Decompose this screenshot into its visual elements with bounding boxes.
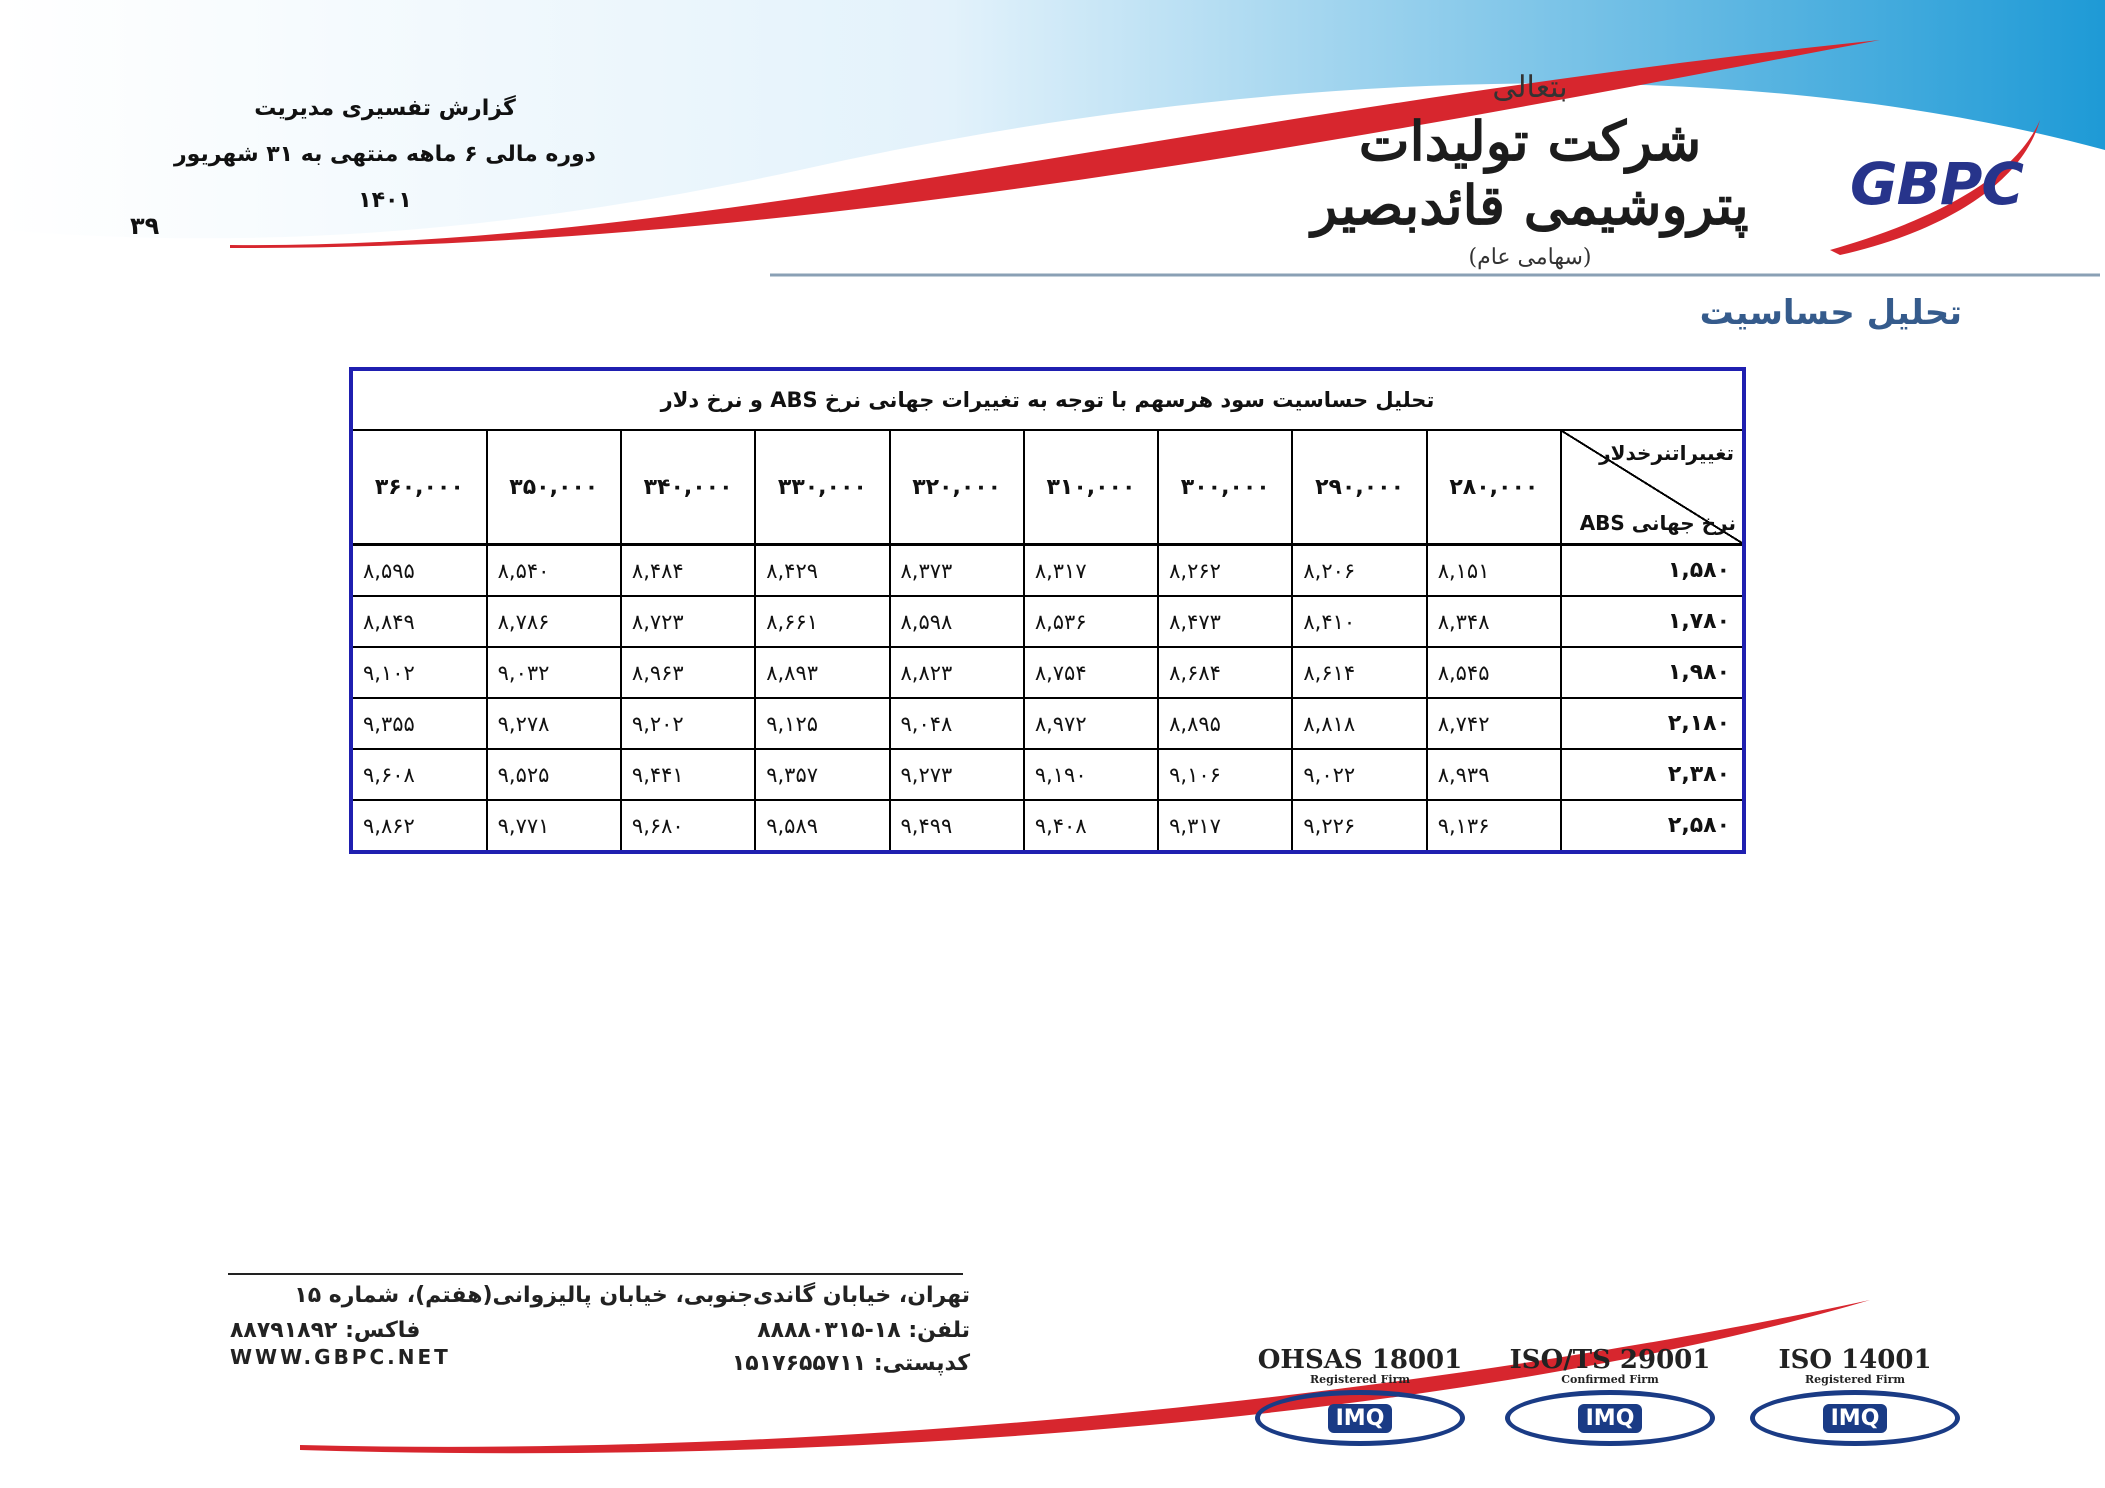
column-header-dollar-rate: ۳۳۰,۰۰۰ — [755, 430, 889, 545]
table-cell-eps: ۸,۵۴۵ — [1427, 647, 1561, 698]
table-cell-eps: ۸,۶۸۴ — [1158, 647, 1292, 698]
table-cell-eps: ۸,۸۹۵ — [1158, 698, 1292, 749]
table-row — [351, 647, 1744, 698]
row-label-abs-rate: ۲,۵۸۰ — [1561, 800, 1744, 852]
company-name: شرکت تولیدات پتروشیمی قائدبصیر — [1311, 109, 1749, 237]
table-caption: تحلیل حساسیت سود هرسهم با توجه به تغییرات جهانی نرخ ABS و نرخ دلار — [351, 369, 1744, 430]
table-header-row — [351, 430, 1744, 545]
table-cell-eps: ۹,۲۷۸ — [487, 698, 621, 749]
footer-phone-group — [757, 1318, 970, 1343]
cert-status: Confirmed Firm — [1561, 1373, 1659, 1386]
table-cell-eps: ۸,۹۳۹ — [1427, 749, 1561, 800]
table-cell-eps: ۸,۹۷۲ — [1024, 698, 1158, 749]
table-row — [351, 698, 1744, 749]
table-cell-eps: ۸,۴۸۴ — [621, 545, 755, 597]
table-cell-eps: ۹,۳۵۷ — [755, 749, 889, 800]
postal-label: کدپستی: — [873, 1351, 970, 1376]
table-cell-eps: ۸,۷۲۳ — [621, 596, 755, 647]
imq-badge-text: IMQ — [1578, 1404, 1643, 1433]
gbpc-logo: GBPC — [1850, 150, 2023, 218]
footer-fax-group — [230, 1318, 420, 1343]
column-header-dollar-rate: ۳۶۰,۰۰۰ — [351, 430, 487, 545]
table-cell-eps: ۸,۶۶۱ — [755, 596, 889, 647]
cert-standard: OHSAS 18001 — [1257, 1345, 1463, 1375]
column-header-dollar-rate: ۳۰۰,۰۰۰ — [1158, 430, 1292, 545]
table-cell-eps: ۸,۸۹۳ — [755, 647, 889, 698]
table-cell-eps: ۸,۳۱۷ — [1024, 545, 1158, 597]
row-label-abs-rate: ۱,۷۸۰ — [1561, 596, 1744, 647]
table-row — [351, 545, 1744, 597]
table-cell-eps: ۸,۵۴۰ — [487, 545, 621, 597]
table-cell-eps: ۸,۲۶۲ — [1158, 545, 1292, 597]
table-cell-eps: ۹,۲۰۲ — [621, 698, 755, 749]
table-cell-eps: ۸,۴۷۳ — [1158, 596, 1292, 647]
corner-dollar-label: تغییراتنرخدلار — [1599, 441, 1734, 465]
row-label-abs-rate: ۲,۱۸۰ — [1561, 698, 1744, 749]
footer-website: WWW.GBPC.NET — [230, 1345, 451, 1369]
table-cell-eps: ۹,۰۳۲ — [487, 647, 621, 698]
column-header-dollar-rate: ۳۴۰,۰۰۰ — [621, 430, 755, 545]
section-title: تحلیل حساسیت — [1699, 293, 1962, 333]
cert-standard: ISO 14001 — [1778, 1345, 1932, 1375]
table-row — [351, 596, 1744, 647]
fax-label: فاکس: — [345, 1318, 421, 1343]
report-header — [150, 86, 620, 224]
imq-badge-icon — [1505, 1390, 1715, 1446]
cert-iso-ts — [1490, 1345, 1730, 1446]
table-row — [351, 800, 1744, 852]
page-number: ۳۹ — [130, 212, 160, 240]
company-blessing: بتعالی — [1492, 70, 1568, 105]
table-cell-eps: ۸,۸۴۹ — [351, 596, 487, 647]
table-cell-eps: ۸,۵۳۶ — [1024, 596, 1158, 647]
table-cell-eps: ۹,۱۲۵ — [755, 698, 889, 749]
table-cell-eps: ۹,۷۷۱ — [487, 800, 621, 852]
imq-badge-text: IMQ — [1328, 1404, 1393, 1433]
table-cell-eps: ۹,۱۹۰ — [1024, 749, 1158, 800]
table-cell-eps: ۹,۲۲۶ — [1292, 800, 1426, 852]
postal-code: ۱۵۱۷۶۵۵۷۱۱ — [731, 1351, 867, 1376]
table-cell-eps: ۹,۵۲۵ — [487, 749, 621, 800]
table-cell-eps: ۸,۸۲۳ — [890, 647, 1024, 698]
table-cell-eps: ۹,۴۰۸ — [1024, 800, 1158, 852]
table-cell-eps: ۸,۴۱۰ — [1292, 596, 1426, 647]
report-period: دوره مالی ۶ ماهه منتهی به ۳۱ شهریور ۱۴۰۱ — [174, 142, 596, 213]
table-cell-eps: ۹,۰۲۲ — [1292, 749, 1426, 800]
footer-contact-row — [230, 1318, 970, 1343]
table-cell-eps: ۹,۱۰۶ — [1158, 749, 1292, 800]
table-cell-eps: ۸,۵۹۵ — [351, 545, 487, 597]
table-cell-eps: ۹,۳۵۵ — [351, 698, 487, 749]
cert-iso-14001 — [1735, 1345, 1975, 1446]
imq-badge-icon — [1255, 1390, 1465, 1446]
footer-postal-group — [732, 1351, 970, 1376]
table-cell-eps: ۹,۱۰۲ — [351, 647, 487, 698]
cert-status: Registered Firm — [1309, 1373, 1411, 1386]
column-header-dollar-rate: ۳۵۰,۰۰۰ — [487, 430, 621, 545]
column-header-dollar-rate: ۳۱۰,۰۰۰ — [1024, 430, 1158, 545]
table-cell-eps: ۹,۰۴۸ — [890, 698, 1024, 749]
cert-status: Registered Firm — [1804, 1373, 1906, 1386]
phone-number: ۱۸-۸۸۸۸۰۳۱۵ — [757, 1318, 901, 1343]
footer-address: تهران، خیابان گاندی‌جنوبی، خیابان پالیزوانی(هفتم)، شماره ۱۵ — [294, 1283, 970, 1308]
phone-label: تلفن: — [908, 1318, 970, 1343]
table-cell-eps: ۸,۷۵۴ — [1024, 647, 1158, 698]
column-header-dollar-rate: ۳۲۰,۰۰۰ — [890, 430, 1024, 545]
footer-rule — [228, 1273, 963, 1275]
table-cell-eps: ۹,۱۳۶ — [1427, 800, 1561, 852]
cert-ohsas — [1240, 1345, 1480, 1446]
table-cell-eps: ۹,۸۶۲ — [351, 800, 487, 852]
table-cell-eps: ۸,۹۶۳ — [621, 647, 755, 698]
row-label-abs-rate: ۱,۵۸۰ — [1561, 545, 1744, 597]
table-cell-eps: ۸,۵۹۸ — [890, 596, 1024, 647]
imq-badge-icon — [1750, 1390, 1960, 1446]
table-caption-row — [351, 369, 1744, 430]
table-cell-eps: ۸,۸۱۸ — [1292, 698, 1426, 749]
row-label-abs-rate: ۱,۹۸۰ — [1561, 647, 1744, 698]
cert-standard: ISO/TS 29001 — [1509, 1345, 1711, 1375]
row-label-abs-rate: ۲,۳۸۰ — [1561, 749, 1744, 800]
table-cell-eps: ۹,۳۱۷ — [1158, 800, 1292, 852]
table-cell-eps: ۸,۲۰۶ — [1292, 545, 1426, 597]
company-legal-form: (سهامی عام) — [1468, 245, 1592, 270]
table-cell-eps: ۸,۶۱۴ — [1292, 647, 1426, 698]
sensitivity-table — [349, 367, 1746, 854]
table-cell-eps: ۸,۳۴۸ — [1427, 596, 1561, 647]
table-cell-eps: ۹,۶۰۸ — [351, 749, 487, 800]
table-cell-eps: ۸,۱۵۱ — [1427, 545, 1561, 597]
fax-number: ۸۸۷۹۱۸۹۲ — [230, 1318, 338, 1343]
table-corner-cell — [1561, 430, 1744, 545]
imq-badge-text: IMQ — [1823, 1404, 1888, 1433]
table-row — [351, 749, 1744, 800]
corner-abs-label: نرخ جهانی ABS — [1579, 511, 1736, 535]
table-cell-eps: ۹,۴۴۱ — [621, 749, 755, 800]
table-cell-eps: ۸,۳۷۳ — [890, 545, 1024, 597]
column-header-dollar-rate: ۲۸۰,۰۰۰ — [1427, 430, 1561, 545]
table-cell-eps: ۸,۴۲۹ — [755, 545, 889, 597]
table-cell-eps: ۸,۷۴۲ — [1427, 698, 1561, 749]
report-title: گزارش تفسیری مدیریت — [254, 96, 516, 121]
table-cell-eps: ۹,۴۹۹ — [890, 800, 1024, 852]
column-header-dollar-rate: ۲۹۰,۰۰۰ — [1292, 430, 1426, 545]
table-cell-eps: ۹,۵۸۹ — [755, 800, 889, 852]
table-cell-eps: ۹,۶۸۰ — [621, 800, 755, 852]
table-cell-eps: ۹,۲۷۳ — [890, 749, 1024, 800]
table-cell-eps: ۸,۷۸۶ — [487, 596, 621, 647]
company-header — [1250, 70, 1810, 270]
